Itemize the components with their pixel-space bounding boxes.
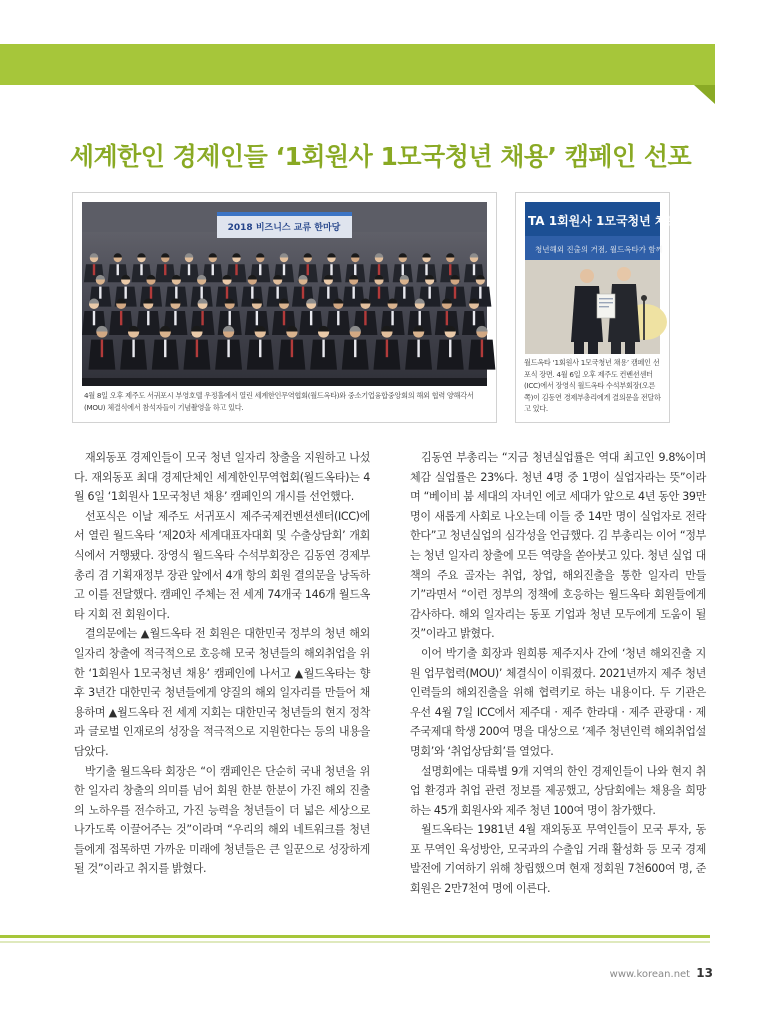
article-column-right <box>410 448 706 899</box>
header-band <box>0 44 715 85</box>
footer-rule <box>0 935 710 938</box>
article-paragraph: 박기출 월드옥타 회장은 “이 캠페인은 단순히 국내 청년을 위한 일자리 창출의 의미를 넘어 회원 한분 한분이 가진 해외 진출의 노하우를 전수하고, 가진 능력을 청년들이 더 넓은 세상으로 나가도록 이끌어주는 것”이라며 “우리의 해외 네트워크를 청년들에게 접목하면 가까운 미래에 청년들은 큰 일꾼으로 성장하게 될 것”이라고 취지를 밝혔다. <box>74 764 370 876</box>
article-title: 세계한인 경제인들 ‘1회원사 1모국청년 채용’ 캠페인 선포 <box>69 142 692 171</box>
article-paragraph: 이어 박기출 회장과 원희룡 제주지사 간에 ‘청년 해외진출 지원 업무협력(MOU)’ 체결식이 이뤄졌다. 2021년까지 제주 청년인력들의 해외진출을 위해 협력키로 하는 내용이다. 두 기관은 우선 4월 7일 ICC에서 제주대 · 제주 한라대 · 제주 관광대 · 제주국제대 학생 200여 명을 대상으로 ‘제주 청년인력 해외취업설명회’와 ‘취업상담회’를 열었다. <box>410 646 706 758</box>
group-photo <box>82 202 487 386</box>
article-paragraph: 설명회에는 대륙별 9개 지역의 한인 경제인들이 나와 현지 취업 환경과 취업 관련 정보를 제공했고, 상담회에는 채용을 희망하는 45개 회원사와 제주 청년 100여 명이 참가했다. <box>410 764 706 817</box>
article-paragraph: 김동연 부총리는 “지금 청년실업률은 역대 최고인 9.8%이며 체감 실업률은 23%다. 청년 4명 중 1명이 실업자라는 뜻”이라며 “베이비 붐 세대의 자녀인 에코 세대가 앞으로 4년 동안 39만 명이 새롭게 사회로 나오는데 이들 중 14만 명이 실업자로 전락한다”고 청년실업의 심각성을 언급했다. 김 부총리는 이어 “정부는 청년 일자리 창출에 모든 역량을 쏟아붓고 있다. 청년 실업 대책의 주요 골자는 취업, 창업, 해외진출을 통한 일자리 만들기”라면서 “이런 정부의 정책에 호응하는 월드옥타 회원들에게 감사하다. 해외 일자리는 동포 기업과 청년 모두에게 도움이 될 것”이라고 밝혔다. <box>410 451 706 641</box>
article-paragraph: 선포식은 이날 제주도 서귀포시 제주국제컨벤션센터(ICC)에서 열린 월드옥타 ‘제20차 세계대표자대회 및 수출상담회’ 개회식에서 거행됐다. 장영식 월드옥타 수석부회장은 김동연 경제부총리 겸 기획재정부 장관 앞에서 4개 항의 회원 결의문을 낭독하고 이를 전달했다. 캠페인 주체는 전 세계 74개국 146개 월드옥타 지회 전 회원이다. <box>74 509 370 621</box>
group-photo-caption: 4월 8일 오후 제주도 서귀포시 부영호텔 우정홀에서 열린 세계한인무역협회(월드옥타)와 중소기업융합중앙회의 해외 협력 양해각서(MOU) 체결식에서 참석자들이 기념촬영을 하고 있다. <box>84 391 474 412</box>
footer-rule-light <box>0 941 710 943</box>
page-footer <box>610 966 713 980</box>
photo-banner-text: 2018 비즈니스 교류 한마당 <box>227 223 341 233</box>
group-photo-box <box>72 192 497 423</box>
article-column-left <box>74 448 370 879</box>
ceremony-banner-text: TA 1회원사 1모국청년 채용 <box>528 214 679 228</box>
article-paragraph: 결의문에는 ▲월드옥타 전 회원은 대한민국 정부의 청년 해외 일자리 창출에 적극적으로 호응해 모국 청년들의 해외취업을 위한 ‘1회원사 1모국청년 채용’ 캠페인에 나서고 ▲월드옥타는 향후 3년간 대한민국 청년들에게 양질의 해외 일자리를 만들어 채용하며 ▲월드옥타 전 세계 지회는 대한민국 청년들의 현지 정착과 글로벌 인재로의 성장을 적극적으로 지원한다는 등의 내용을 담았다. <box>74 627 370 758</box>
ceremony-photo <box>525 202 679 354</box>
page-number: 13 <box>696 966 713 980</box>
ceremony-banner-subtext: 청년해외 진출의 거점, 월드옥타가 함께 <box>535 245 663 254</box>
footer-site-link[interactable]: www.korean.net <box>609 969 691 980</box>
article-paragraph: 재외동포 경제인들이 모국 청년 일자리 창출을 지원하고 나섰다. 재외동포 최대 경제단체인 세계한인무역협회(월드옥타)는 4월 6일 ‘1회원사 1모국청년 채용’ 캠페인의 개시를 선언했다. <box>74 451 370 504</box>
article-paragraph: 월드옥타는 1981년 4월 재외동포 무역인들이 모국 투자, 동포 무역인 육성방안, 모국과의 수출입 거래 활성화 등 모국 경제발전에 기여하기 위해 창립했으며 현재 정회원 7천600여 명, 준회원은 2만7천여 명에 이른다. <box>410 823 706 896</box>
header-band-fold <box>694 85 715 104</box>
ceremony-photo-box <box>515 192 679 423</box>
ceremony-photo-caption: 월드옥타 ‘1회원사 1모국청년 채용’ 캠페인 선포식 장면. 4월 6일 오후 제주도 컨벤션센터(ICC)에서 장영식 월드옥타 수석부회장(오른쪽)이 김동연 경제부총리에게 결의문을 전달하고 있다. <box>524 358 661 413</box>
